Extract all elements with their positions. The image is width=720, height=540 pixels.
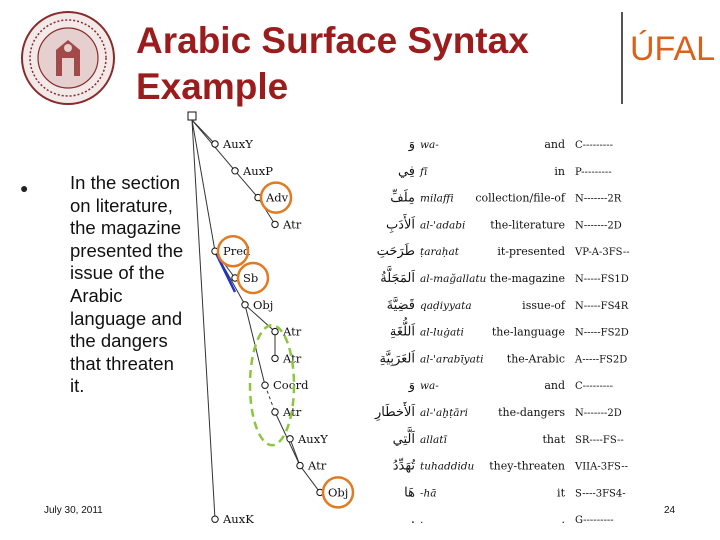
tree-node [212, 516, 218, 522]
dependency-tree [180, 110, 650, 540]
tree-node [272, 409, 278, 415]
morph-tag: N-----FS4R [575, 300, 629, 312]
gloss: the-Arabic [506, 352, 565, 366]
bullet-text: In the section on literature, the magazine presented the issue of the Arabic language and the dangers that threaten it. [70, 172, 184, 397]
morph-tag: VIIA-3FS-- [575, 461, 628, 473]
transliteration: . [420, 514, 424, 527]
gloss: it-presented [497, 245, 565, 259]
morph-tag: C--------- [575, 381, 614, 393]
node-label: AuxY [298, 431, 328, 446]
transliteration: al-'adabi [420, 219, 466, 232]
slide-title [136, 18, 576, 110]
title-line-2: Example [136, 66, 289, 107]
footer-date: July 30, 2011 [44, 505, 103, 516]
morph-tag: P--------- [575, 166, 612, 178]
node-label: Sb [243, 271, 259, 285]
tree-node [232, 168, 238, 174]
arabic-word: طَرَحَتِ [376, 244, 415, 260]
gloss: the-dangers [498, 406, 565, 419]
transliteration: ṭaraḥat [420, 246, 460, 259]
arabic-word: قَضِيَّةَ [386, 297, 415, 313]
arabic-word: تُهَدِّدُ [392, 458, 415, 474]
arabic-word: اَلعَرَبِيَّةِ [379, 351, 415, 367]
arabic-word: اَلَّتِي [392, 431, 415, 447]
transliteration: milaffi [420, 192, 454, 205]
node-label: Coord [273, 378, 309, 393]
title-line-1: Arabic Surface Syntax [136, 20, 529, 61]
header-divider [621, 12, 623, 104]
page-number: 24 [664, 505, 676, 516]
transliteration: fī [420, 165, 428, 178]
morph-tag: VP-A-3FS-- [575, 247, 630, 259]
transliteration: qaḍiyyata [420, 299, 472, 312]
gloss: issue-of [522, 298, 565, 312]
gloss: that [542, 432, 565, 446]
node-label: Obj [328, 485, 349, 500]
transliteration: al-luġati [420, 326, 464, 339]
gloss: and [544, 138, 565, 151]
university-seal-logo [20, 10, 116, 106]
tree-edge [192, 120, 215, 519]
tree-node [272, 328, 278, 334]
gloss: collection/file-of [475, 191, 565, 205]
gloss: the-magazine [489, 272, 565, 285]
bullet-icon: ● [20, 180, 29, 196]
transliteration: al-'aḫṭāri [420, 407, 468, 419]
node-label: AuxY [223, 137, 253, 151]
morph-tag: C--------- [575, 140, 614, 151]
gloss: the-language [491, 325, 565, 339]
node-label: Atr [283, 217, 302, 232]
node-label: Atr [283, 324, 302, 339]
tree-node [262, 382, 268, 388]
arabic-word: اَللُّغَةِ [389, 324, 415, 340]
tree-node [297, 462, 303, 468]
arabic-word: مِلَفِّ [390, 190, 415, 206]
morph-tag: A-----FS2D [575, 354, 628, 366]
tree-node [272, 355, 278, 361]
arabic-word: فِي [397, 163, 415, 179]
transliteration: tuhaddidu [420, 460, 475, 473]
ufal-logo [630, 22, 718, 102]
arabic-word: اَلأَدَبِ [385, 217, 415, 233]
ufal-logo-letters: ÚFAL [630, 30, 716, 68]
node-label: Adv [266, 190, 289, 205]
node-label: Atr [283, 351, 302, 366]
arabic-word: . [410, 512, 415, 528]
gloss: in [554, 164, 565, 178]
transliteration: al-'arabīyati [420, 353, 484, 366]
transliteration: allatī [420, 433, 447, 446]
morph-tag: N-------2R [575, 193, 622, 205]
tree-node [287, 436, 293, 442]
morph-tag: N-----FS1D [575, 274, 629, 285]
arabic-word: وَ [408, 137, 415, 152]
morph-tag: G--------- [575, 515, 614, 527]
node-label: Atr [283, 405, 302, 419]
node-label: AuxP [243, 163, 273, 178]
transliteration: -hā [420, 487, 437, 500]
gloss: it [557, 486, 565, 500]
transliteration: wa- [420, 380, 439, 393]
node-label: Pred [223, 244, 251, 259]
transliteration: al-mağallatu [420, 273, 487, 285]
gloss: and [544, 379, 565, 393]
node-label: AuxK [223, 512, 254, 527]
arabic-word: اَلمَجَلَّةُ [380, 271, 415, 286]
morph-tag: N-----FS2D [575, 327, 629, 339]
node-label: Obj [253, 297, 274, 312]
gloss: the-literature [490, 218, 565, 232]
tree-node [242, 302, 248, 308]
morph-tag: N-------2D [575, 408, 622, 419]
transliteration: wa- [420, 139, 439, 151]
morph-tag: SR----FS-- [575, 434, 624, 446]
gloss: . [561, 513, 565, 527]
arabic-word: وَ [408, 378, 415, 394]
tree-node [272, 221, 278, 227]
morph-tag: S----3FS4- [575, 488, 626, 500]
morph-tag: N-------2D [575, 220, 622, 232]
node-label: Atr [308, 458, 327, 473]
arabic-word: هَا [404, 485, 415, 501]
gloss: they-threaten [489, 459, 565, 473]
tree-node [212, 141, 218, 147]
arabic-word: اَلأَخطَارِ [375, 405, 415, 420]
tree-root-node [188, 112, 196, 120]
